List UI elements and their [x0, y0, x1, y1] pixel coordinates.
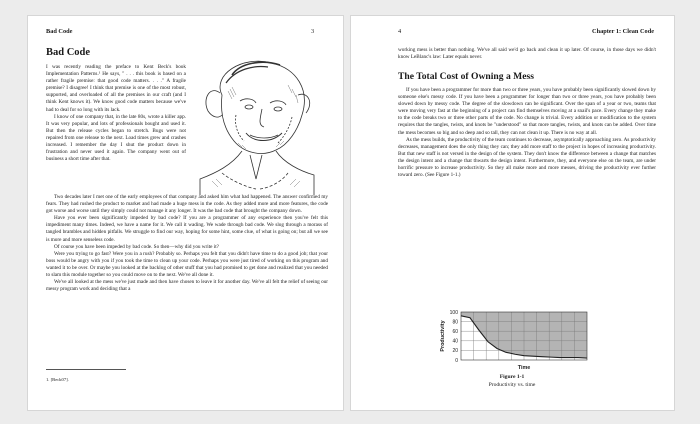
y-tick-label: 20: [452, 348, 458, 355]
page-number: 3: [311, 28, 315, 35]
productivity-chart-plot: [427, 308, 597, 374]
paragraph: I know of one company that, in the late 80s, wrote a killer app. It was very popular, and lots of professionals bought and used it. But then the release cycles began to stretch. Bugs were not repaired from one release to the next. Load times grew and crashes increased. I remember the day I shut the product down in frustration and never used it again. The company went out of business a short time after that.: [46, 113, 186, 163]
intro-text: [46, 64, 186, 163]
body-text: [46, 194, 328, 293]
kent-beck-portrait-illustration: [192, 55, 316, 195]
x-axis-label: Time: [517, 365, 531, 371]
page-number: 4: [398, 28, 402, 35]
paragraph: Were you trying to go fast? Were you in a rush? Probably so. Perhaps you felt that you didn't have time to do a good job; that your boss would be angry with you if you took the time to clean up your code. Perhaps you were just tired of working on this program and wanted it to be over. Or maybe you looked at the backlog of other stuff that you had promised to get done and realized that you needed to slam this module together so you could move on to the next. We've all done it.: [46, 250, 328, 279]
section-title: The Total Cost of Owning a Mess: [398, 71, 534, 82]
y-tick-label: 60: [452, 329, 458, 335]
left-page: [27, 15, 344, 411]
y-tick-label: 40: [452, 338, 458, 345]
running-header-title: Chapter 1: Clean Code: [592, 28, 654, 35]
y-tick-label: 0: [455, 357, 458, 364]
paragraph: As the mess builds, the productivity of the team continues to decrease, asymptotically approaching zero. As productivity decreases, management does the only thing they can; they add more staff to the project in hopes of increasing productivity. But that new staff is not versed in the design of the system. They don't know the difference between a change that matches the design intent and a change that thwarts the design intent. Furthermore, they, and everyone else on the team, are under horrific pressure to increase productivity. So they all make more and more messes, driving the productivity ever further toward zero. (See Figure 1-1.): [398, 136, 656, 179]
paragraph: If you have been a programmer for more than two or three years, you have probably been significantly slowed down by someone else's messy code. If you have been a programmer for longer than two or three years, you have probably been slowed down by messy code. The degree of the slowdown can be significant. Over the span of a year or two, teams that were moving very fast at the beginning of a project can find themselves moving at a snail's pace. Every change they make to the code breaks two or three other parts of the code. No change is trivial. Every addition or modification to the system requires that the tangles, twists, and knots be "understood" so that more tangles, twists, and knots can be added. Over time the mess becomes so big and so deep and so tall, they can not clean it up. There is no way at all.: [398, 87, 656, 136]
paragraph: Two decades later I met one of the early employees of that company and asked him what had happened. The answer confirmed my fears. They had rushed the product to market and had made a huge mess in the code. As they added more and more features, the code got worse and worse until they simply could not manage it any longer. It was the bad code that brought the company down.: [46, 194, 328, 215]
productivity-chart: [427, 308, 597, 394]
y-axis-label: Productivity: [440, 320, 446, 352]
paragraph: I was recently reading the preface to Kent Beck's book Implementation Patterns.¹ He says, " . . . this book is based on a rather fragile premise: that good code matters. . . ." A fragile premise? I disagree! I think that premise is one of the most robust, supported, and overloaded of all the premises in our craft (and I think Kent knows it). We know good code matters because we've had to deal for so long with its lack.: [46, 64, 186, 113]
figure-caption: Productivity vs. time: [488, 382, 536, 388]
running-header-title: Bad Code: [46, 28, 73, 35]
body-text: [398, 87, 656, 179]
section-title: Bad Code: [46, 47, 91, 58]
right-page: [350, 15, 675, 411]
paragraph: working mess is better than nothing. We've all said we'd go back and clean it up later. Of course, in those days we didn't know LeBlanc's law: Later equals never.: [398, 47, 656, 61]
paragraph: Of course you have been impeded by bad code. So then—why did you write it?: [54, 243, 219, 250]
paragraph: Have you ever been significantly impeded by bad code? If you are a programmer of any experience then you've felt this impediment many times. Indeed, we have a name for it. We call it wading. We wade through bad code. We slog through a morass of tangled brambles and hidden pitfalls. We struggle to find our way, hoping for some hint, some clue, of what is going on; but all we see is more and more senseless code.: [46, 215, 328, 243]
footnote: 1. [Beck07].: [46, 377, 69, 382]
footnote-divider: [46, 369, 126, 370]
figure-title: Figure 1-1: [499, 374, 525, 380]
y-tick-label: 80: [452, 319, 458, 326]
y-tick-label: 100: [449, 309, 458, 316]
paragraph: We've all looked at the mess we've just made and then have chosen to leave it for another day. We've all felt the relief of seeing our messy program work and deciding that a: [46, 279, 328, 293]
carryover-text: [398, 47, 656, 61]
